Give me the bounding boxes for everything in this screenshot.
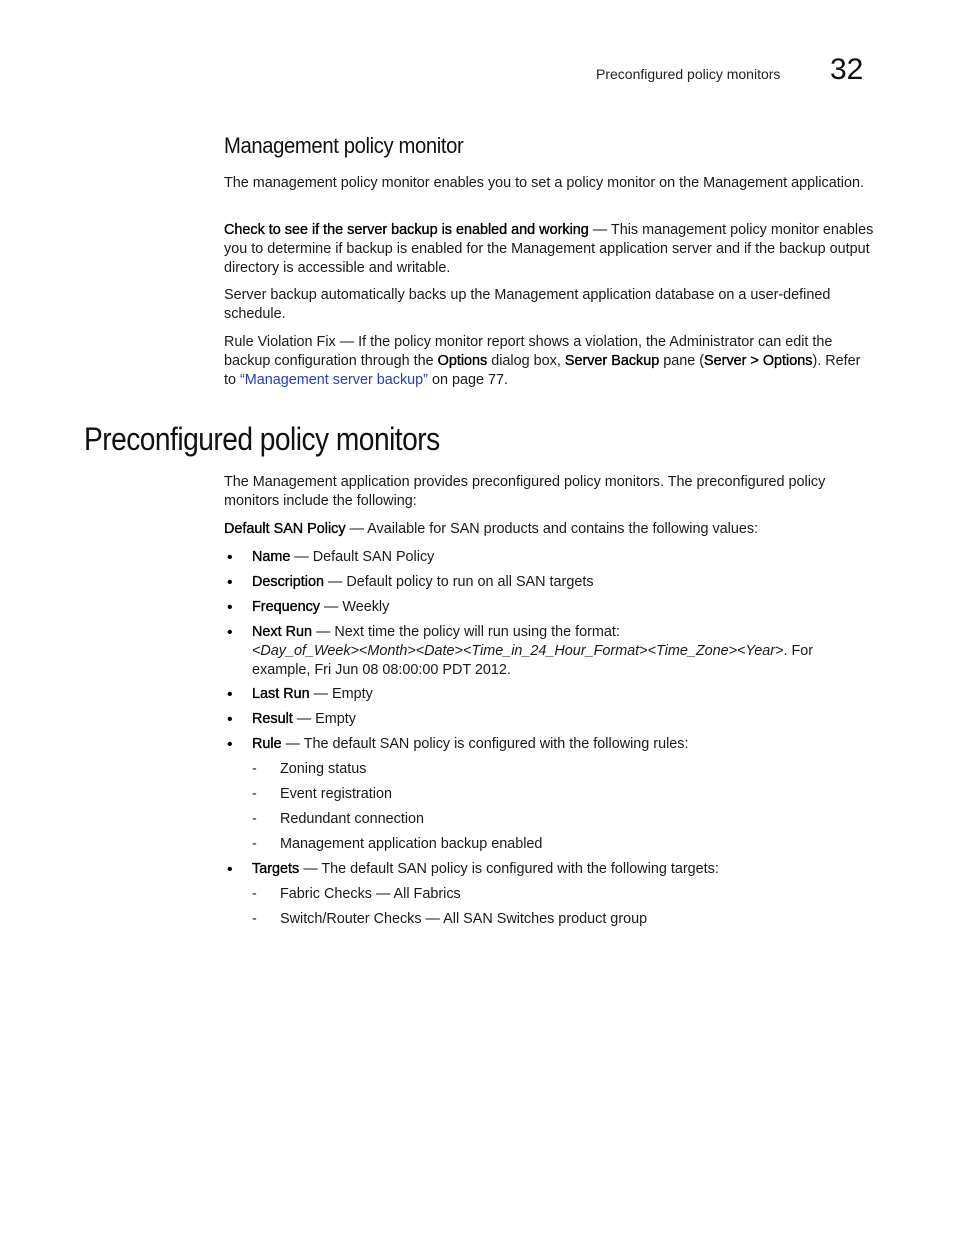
default-san-policy-paragraph bbox=[224, 520, 874, 539]
list-item bbox=[252, 598, 872, 617]
item-text: — Weekly bbox=[320, 599, 390, 615]
management-policy-heading: Management policy monitor bbox=[224, 133, 464, 158]
next-run-example: . For example, Fri Jun 08 08:00:00 PDT 2012. bbox=[252, 643, 814, 678]
item-label: Next Run bbox=[252, 624, 312, 640]
default-san-policy-text: — Available for SAN products and contains the following values: bbox=[345, 521, 759, 537]
dash-icon: - bbox=[252, 786, 257, 802]
check-backup-paragraph bbox=[224, 221, 874, 278]
list-item bbox=[252, 860, 872, 879]
menu-path-ref: Server > Options bbox=[704, 353, 813, 369]
item-label: Frequency bbox=[252, 599, 320, 615]
dash-icon: - bbox=[252, 911, 257, 927]
item-text: — The default SAN policy is configured with the following rules: bbox=[281, 736, 689, 752]
fix-mid1: dialog box, bbox=[487, 353, 565, 369]
rule-item: Redundant connection bbox=[280, 811, 425, 827]
rule-item: Management application backup enabled bbox=[280, 836, 543, 852]
check-backup-text: — This management policy monitor enables you to determine if backup is enabled for the Management application server and if the backup output directory is accessible and writable. bbox=[224, 222, 874, 276]
chapter-number: 32 bbox=[830, 53, 864, 86]
check-backup-label: Check to see if the server backup is enabled and working bbox=[224, 222, 589, 238]
item-label: Name bbox=[252, 549, 291, 565]
fix-prefix: Rule Violation Fix — If the policy monitor report shows a violation, the Administrator can edit the backup configuration through the bbox=[224, 334, 833, 369]
dash-icon: - bbox=[252, 836, 257, 852]
management-server-backup-link[interactable]: “Management server backup” bbox=[240, 372, 428, 388]
bullet-icon: • bbox=[227, 861, 233, 878]
list-item bbox=[252, 573, 872, 592]
target-item: Switch/Router Checks — All SAN Switches product group bbox=[280, 911, 648, 927]
next-run-format: <Day_of_Week><Month><Date><Time_in_24_Hour_Format><Time_Zone><Year> bbox=[252, 643, 784, 659]
item-text: — Default policy to run on all SAN targets bbox=[323, 574, 594, 590]
item-text: — Empty bbox=[309, 686, 373, 702]
item-text: — Next time the policy will run using the format: bbox=[312, 624, 620, 640]
preconfigured-intro: The Management application provides preconfigured policy monitors. The preconfigured policy monitors include the following: bbox=[224, 474, 826, 509]
bullet-icon: • bbox=[227, 599, 233, 616]
item-text: — Empty bbox=[292, 711, 356, 727]
bullet-icon: • bbox=[227, 549, 233, 566]
item-label: Targets bbox=[252, 861, 300, 877]
item-label: Last Run bbox=[252, 686, 310, 702]
fix-mid3: ). Refer to bbox=[224, 353, 861, 388]
default-san-policy-label: Default SAN Policy bbox=[224, 521, 346, 537]
fix-mid2: pane ( bbox=[659, 353, 705, 369]
item-label: Result bbox=[252, 711, 293, 727]
server-backup-pane-ref: Server Backup bbox=[564, 353, 660, 369]
bullet-icon: • bbox=[227, 686, 233, 703]
list-item bbox=[252, 710, 872, 729]
fix-suffix: on page 77. bbox=[427, 372, 508, 388]
dash-icon: - bbox=[252, 761, 257, 777]
server-backup-paragraph: Server backup automatically backs up the Management application database on a user-defined schedule. bbox=[224, 287, 831, 322]
dash-icon: - bbox=[252, 886, 257, 902]
item-label: Description bbox=[252, 574, 324, 590]
list-item bbox=[252, 685, 872, 704]
bullet-icon: • bbox=[227, 736, 233, 753]
bullet-icon: • bbox=[227, 624, 233, 641]
preconfigured-policy-heading: Preconfigured policy monitors bbox=[84, 421, 440, 457]
management-intro: The management policy monitor enables you to set a policy monitor on the Management application. bbox=[224, 175, 864, 191]
list-item bbox=[252, 735, 872, 754]
list-item bbox=[252, 548, 872, 567]
item-text: — The default SAN policy is configured with the following targets: bbox=[299, 861, 719, 877]
list-item bbox=[252, 623, 872, 680]
target-item: Fabric Checks — All Fabrics bbox=[280, 886, 461, 902]
bullet-icon: • bbox=[227, 711, 233, 728]
rule-item: Zoning status bbox=[280, 761, 367, 777]
options-dialog-ref: Options bbox=[437, 353, 488, 369]
item-label: Rule bbox=[252, 736, 282, 752]
rule-item: Event registration bbox=[280, 786, 392, 802]
running-title: Preconfigured policy monitors bbox=[596, 66, 781, 82]
bullet-icon: • bbox=[227, 574, 233, 591]
rule-violation-fix-paragraph bbox=[224, 333, 874, 390]
item-text: — Default SAN Policy bbox=[290, 549, 435, 565]
dash-icon: - bbox=[252, 811, 257, 827]
